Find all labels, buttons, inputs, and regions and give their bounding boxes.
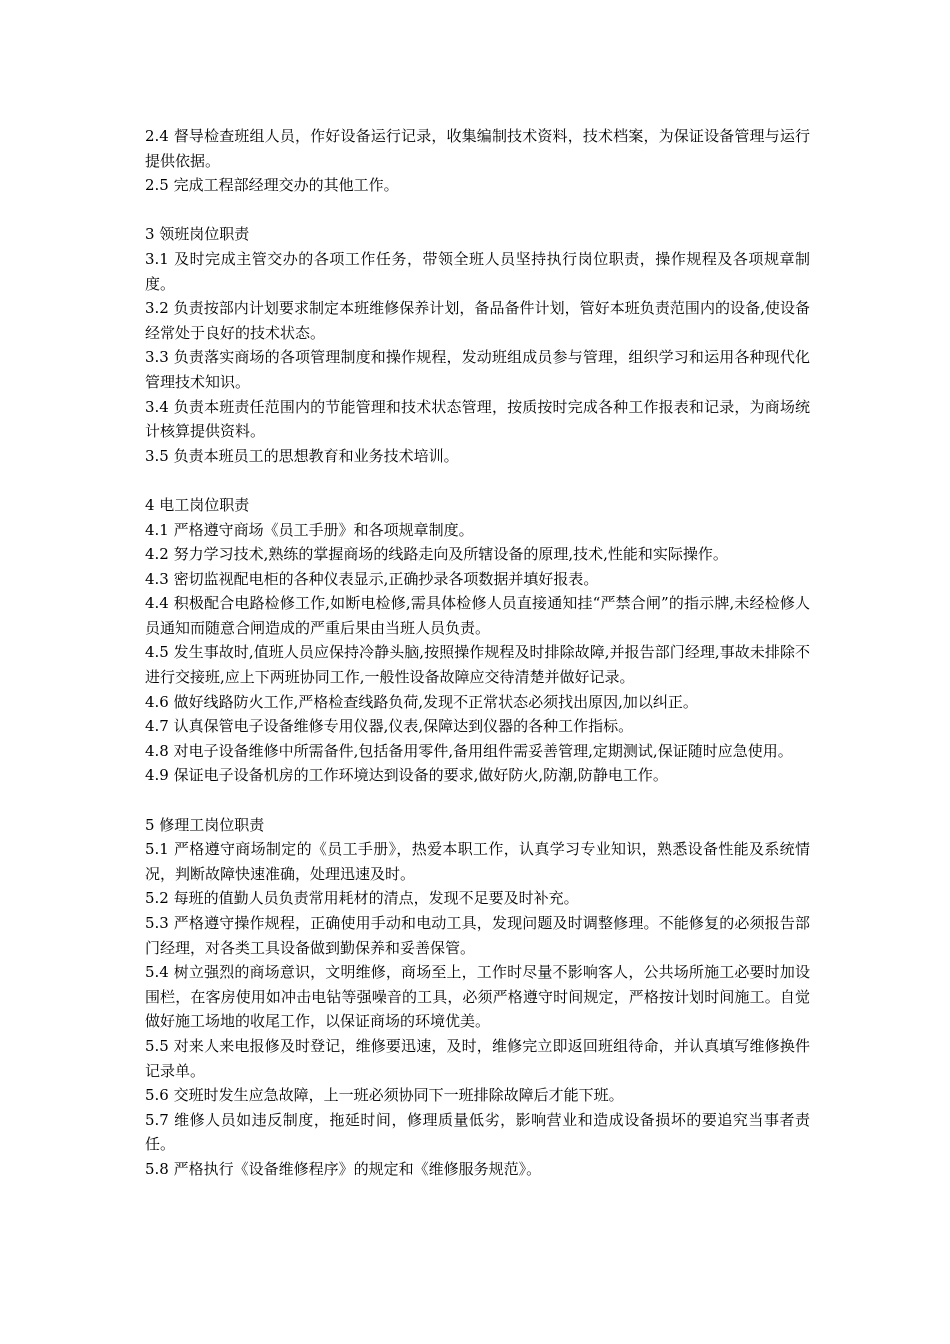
paragraph-4-6: 4.6 做好线路防火工作,严格检查线路负荷,发现不正常状态必须找出原因,加以纠正。 [145, 692, 698, 711]
paragraph-5-2: 5.2 每班的值勤人员负责常用耗材的清点，发现不足要及时补充。 [145, 889, 579, 908]
paragraph-2-4: 2.4 督导检查班组人员，作好设备运行记录，收集编制技术资料，技术档案，为保证设备管理与运行提供依据。 [145, 127, 810, 170]
paragraph-4-7: 4.7 认真保管电子设备维修专用仪器,仪表,保障达到仪器的各种工作指标。 [145, 717, 634, 736]
paragraph-5-7: 5.7 维修人员如违反制度，拖延时间，修理质量低劣，影响营业和造成设备损坏的要追究当事者责任。 [145, 1110, 810, 1154]
paragraph-5-1: 5.1 严格遵守商场制定的《员工手册》，热爱本职工作，认真学习专业知识，熟悉设备性能及系统情况，判断故障快速准确，处理迅速及时。 [145, 840, 810, 883]
section-title: 4 电工岗位职责 [145, 495, 250, 514]
paragraph-4-2: 4.2 努力学习技术,熟练的掌握商场的线路走向及所辖设备的原理,技术,性能和实际操作。 [145, 545, 728, 564]
paragraph-4-5: 4.5 发生事故时,值班人员应保持冷静头脑,按照操作规程及时排除故障,并报告部门经理,事故未排除不进行交接班,应上下两班协同工作,一般性设备故障应交待清楚并做好记录。 [145, 643, 810, 687]
paragraph-3-4: 3.4 负责本班责任范围内的节能管理和技术状态管理，按质按时完成各种工作报表和记录，为商场统计核算提供资料。 [145, 397, 810, 441]
paragraph-4-3: 4.3 密切监视配电柜的各种仪表显示,正确抄录各项数据并填好报表。 [145, 569, 599, 588]
paragraph-3-2: 3.2 负责按部内计划要求制定本班维修保养计划，备品备件计划，管好本班负责范围内的设备,使设备经常处于良好的技术状态。 [145, 299, 810, 342]
paragraph-3-5: 3.5 负责本班员工的思想教育和业务技术培训。 [145, 446, 459, 465]
paragraph-5-5: 5.5 对来人来电报修及时登记，维修要迅速，及时，维修完立即返回班组待命，并认真填写维修换件记录单。 [145, 1036, 810, 1080]
document-page [145, 124, 810, 1182]
paragraph-5-8: 5.8 严格执行《设备维修程序》的规定和《维修服务规范》。 [145, 1159, 542, 1178]
section-electrician-duties [145, 493, 810, 788]
paragraph-3-3: 3.3 负责落实商场的各项管理制度和操作规程，发动班组成员参与管理，组织学习和运用各种现代化管理技术知识。 [145, 348, 810, 391]
paragraph-5-6: 5.6 交班时发生应急故障，上一班必须协同下一班排除故障后才能下班。 [145, 1086, 624, 1105]
paragraph-2-5: 2.5 完成工程部经理交办的其他工作。 [145, 176, 399, 195]
paragraph-4-4: 4.4 积极配合电路检修工作,如断电检修,需具体检修人员直接通知挂“严禁合闸”的指示牌,未经检修人员通知而随意合闸造成的严重后果由当班人员负责。 [145, 594, 810, 637]
section-foreman-duties [145, 222, 810, 468]
intro-block [145, 124, 810, 198]
section-title: 3 领班岗位职责 [145, 225, 250, 244]
section-title: 5 修理工岗位职责 [145, 815, 265, 834]
paragraph-3-1: 3.1 及时完成主管交办的各项工作任务，带领全班人员坚持执行岗位职责，操作规程及各项规章制度。 [145, 249, 810, 293]
paragraph-5-3: 5.3 严格遵守操作规程，正确使用手动和电动工具，发现问题及时调整修理。不能修复的必须报告部门经理，对各类工具设备做到勤保养和妥善保管。 [145, 914, 810, 957]
paragraph-5-4: 5.4 树立强烈的商场意识，文明维修，商场至上，工作时尽量不影响客人，公共场所施工必要时加设围栏，在客房使用如冲击电钻等强噪音的工具，必须严格遵守时间规定，严格按计划时间施工。自觉做好施工场地的收尾工作，以保证商场的环境优美。 [145, 963, 810, 1031]
section-repairman-duties [145, 813, 810, 1182]
paragraph-4-1: 4.1 严格遵守商场《员工手册》和各项规章制度。 [145, 520, 474, 539]
paragraph-4-9: 4.9 保证电子设备机房的工作环境达到设备的要求,做好防火,防潮,防静电工作。 [145, 766, 668, 785]
paragraph-4-8: 4.8 对电子设备维修中所需备件,包括备用零件,备用组件需妥善管理,定期测试,保证随时应急使用。 [145, 741, 793, 760]
